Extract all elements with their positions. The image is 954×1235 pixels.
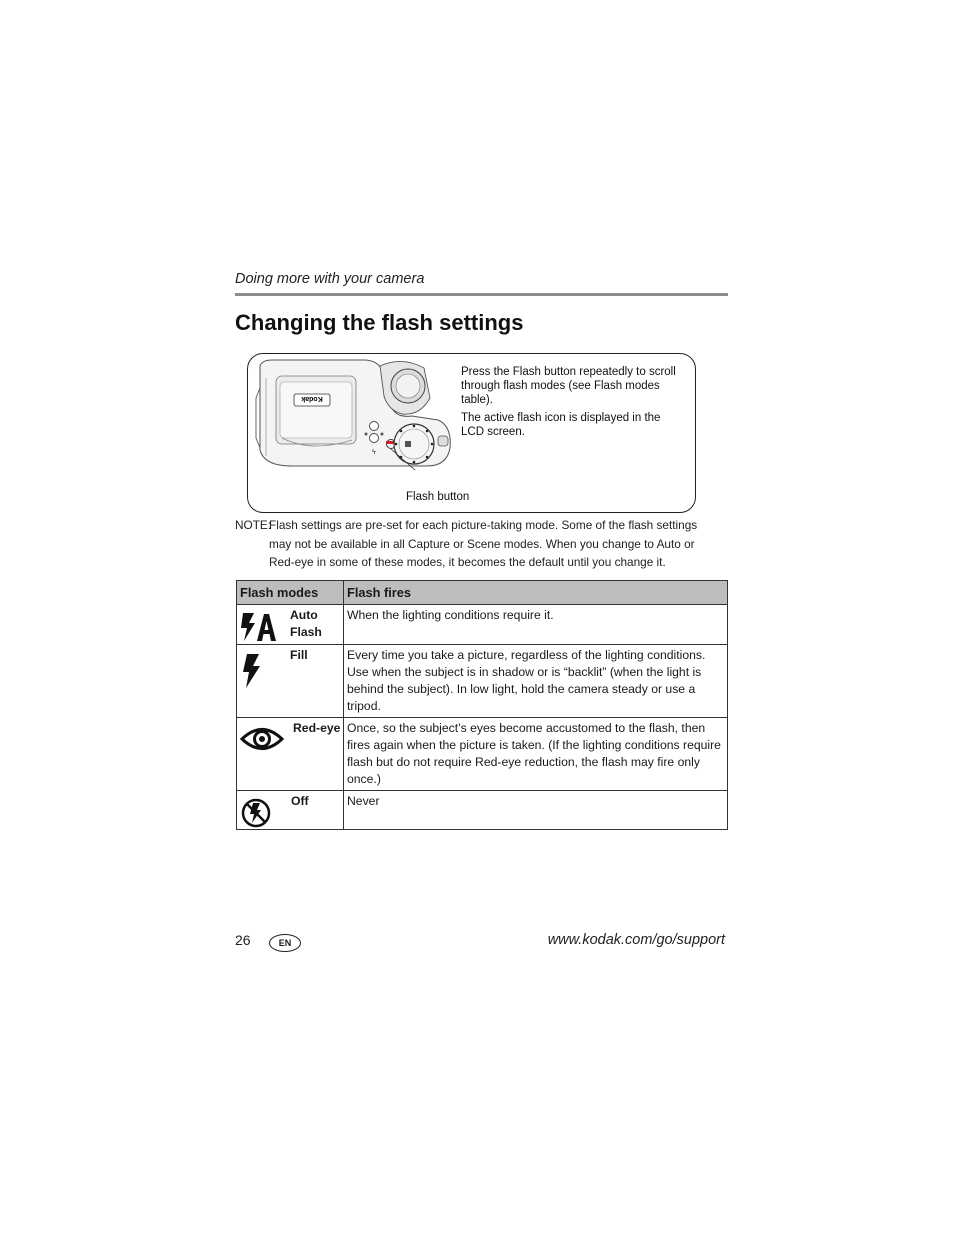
mode-cell-fill <box>237 645 344 718</box>
mode-name-fill: Fill <box>290 648 308 662</box>
table-row <box>237 645 728 718</box>
table-row <box>237 605 728 645</box>
mode-cell-off <box>237 791 344 830</box>
flash-modes-table <box>236 580 728 830</box>
table-row <box>237 791 728 830</box>
fires-off: Never <box>344 791 728 830</box>
camera-top-illustration <box>252 358 457 470</box>
flash-button-label: Flash button <box>406 491 470 503</box>
mode-cell-auto <box>237 605 344 645</box>
header-rule <box>235 293 728 296</box>
support-url: www.kodak.com/go/support <box>547 932 725 948</box>
table-row <box>237 718 728 791</box>
mode-name-auto-line2: Flash <box>290 625 322 639</box>
fires-red-eye: Once, so the subject’s eyes become accustomed to the flash, then fires again when the picture is taken. (If the lighting conditions require flash but do not require Red-eye reduction, the flash may fire only once.) <box>344 718 728 791</box>
page-title: Changing the flash settings <box>235 310 524 335</box>
header-flash-modes: Flash modes <box>237 581 344 605</box>
callout-active-icon: The active flash icon is displayed in the LCD screen. <box>461 412 661 438</box>
mode-name-red-eye: Red-eye <box>293 721 341 735</box>
fires-fill: Every time you take a picture, regardless of the lighting conditions. Use when the subject is in shadow or is “backlit” (when the light is behind the subject). In low light, hold the camera steady or use a tripod. <box>344 645 728 718</box>
mode-cell-red-eye <box>237 718 344 791</box>
svg-text:ϟ: ϟ <box>372 449 376 456</box>
header-flash-fires: Flash fires <box>344 581 728 605</box>
mode-name-auto: Auto <box>290 608 318 622</box>
language-badge: EN <box>269 934 301 952</box>
note-label: NOTE: <box>235 518 272 532</box>
auto-flash-icon <box>240 611 280 643</box>
page-number: 26 <box>235 932 251 948</box>
kodak-logo: Kodak <box>301 395 323 402</box>
table-header-row <box>237 581 728 605</box>
flash-off-icon <box>240 797 272 829</box>
mode-name-off: Off <box>291 794 309 808</box>
fires-auto: When the lighting conditions require it. <box>344 605 728 645</box>
callout-press-flash: Press the Flash button repeatedly to scroll through flash modes (see Flash modes table). <box>461 366 676 406</box>
red-eye-icon <box>240 724 284 754</box>
running-head: Doing more with your camera <box>235 271 425 287</box>
note-text: Flash settings are pre-set for each picture-taking mode. Some of the flash settings may not be available in all Capture or Scene modes. When you change to Auto or Red-eye in some of these modes, it becomes the default until you change it. <box>269 518 698 569</box>
fill-flash-icon <box>240 653 264 689</box>
